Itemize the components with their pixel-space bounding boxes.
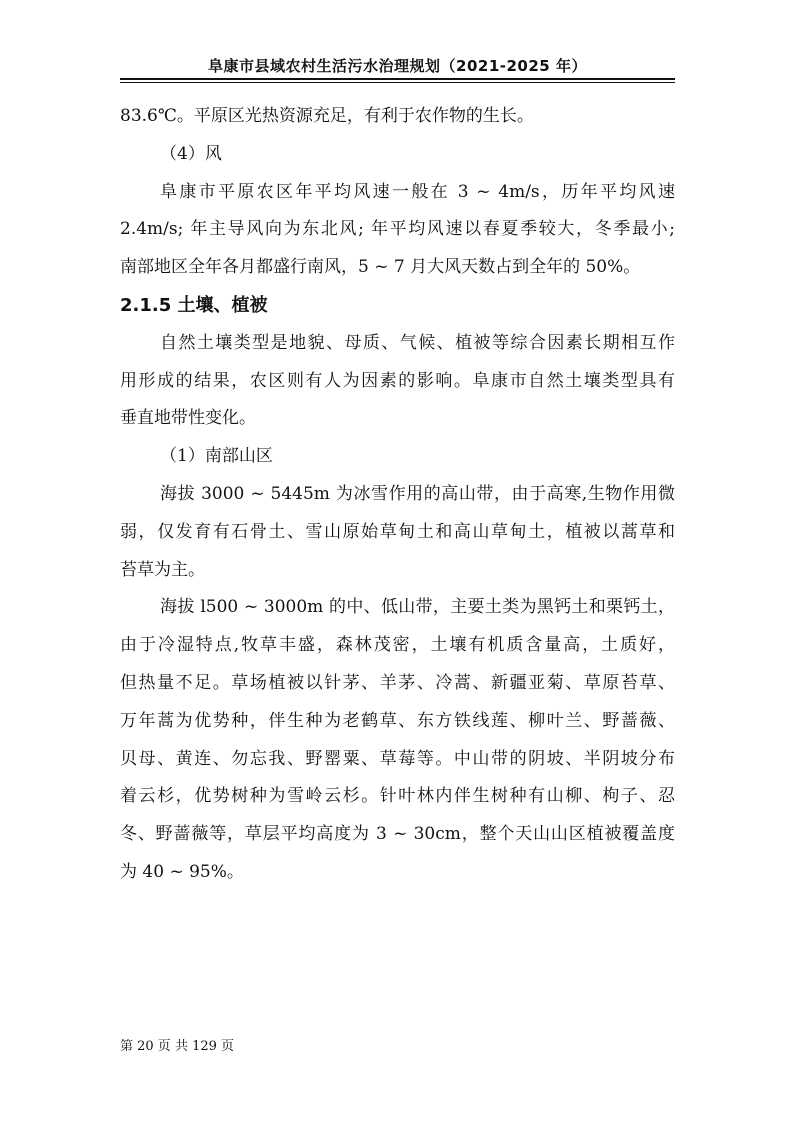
paragraph-alpine-belt-line: 苔草为主。 <box>120 559 205 580</box>
header-rule-thick <box>120 78 675 80</box>
section-heading-soil-vegetation: 2.1.5 土壤、植被 <box>120 294 268 316</box>
paragraph-mid-low-mountain-line: 由于冷湿特点,牧草丰盛，森林茂密，土壤有机质含量高，土质好， <box>120 635 675 656</box>
paragraph-wind-line: 2.4m/s; 年主导风向为东北风; 年平均风速以春夏季较大，冬季最小; <box>120 219 675 240</box>
paragraph-alpine-belt-line: 弱，仅发育有石骨土、雪山原始草甸土和高山草甸土，植被以蒿草和 <box>120 521 675 542</box>
paragraph-wind-line: 南部地区全年各月都盛行南风，5 ~ 7 月大风天数占到全年的 50%。 <box>120 257 641 278</box>
page-number-footer: 第 20 页 共 129 页 <box>120 1039 235 1054</box>
paragraph-soil-intro-line: 垂直地带性变化。 <box>120 408 256 429</box>
paragraph-soil-intro-line: 自然土壤类型是地貌、母质、气候、植被等综合因素长期相互作 <box>160 332 675 353</box>
paragraph-soil-intro-line: 用形成的结果，农区则有人为因素的影响。阜康市自然土壤类型具有 <box>120 370 675 391</box>
paragraph-mid-low-mountain-line: 但热量不足。草场植被以针茅、羊茅、冷蒿、新疆亚菊、草原苔草、 <box>120 672 675 693</box>
paragraph-mid-low-mountain-line: 冬、野蔷薇等，草层平均高度为 3 ~ 30cm，整个天山山区植被覆盖度 <box>120 824 675 845</box>
paragraph-mid-low-mountain-line: 海拔 l500 ~ 3000m 的中、低山带，主要土类为黑钙土和栗钙土， <box>160 597 675 618</box>
paragraph-mid-low-mountain-line: 为 40 ~ 95%。 <box>120 861 244 882</box>
paragraph-temperature-end: 83.6℃。平原区光热资源充足，有利于农作物的生长。 <box>120 106 534 126</box>
paragraph-alpine-belt-line: 海拔 3000 ~ 5445m 为冰雪作用的高山带，由于高寒,生物作用微 <box>160 483 675 504</box>
header-rule-thin <box>120 82 675 83</box>
paragraph-wind-line: 阜康市平原农区年平均风速一般在 3 ~ 4m/s，历年平均风速 <box>160 181 675 202</box>
page-header-title: 阜康市县域农村生活污水治理规划（2021-2025 年） <box>208 57 587 75</box>
paragraph-mid-low-mountain-line: 万年蒿为优势种，伴生种为老鹤草、东方铁线莲、柳叶兰、野蔷薇、 <box>120 710 675 731</box>
paragraph-mid-low-mountain-line: 着云杉，优势树种为雪岭云杉。针叶林内伴生树种有山柳、枸子、忍 <box>120 786 675 807</box>
subheading-wind: （4）风 <box>160 143 222 164</box>
paragraph-mid-low-mountain-line: 贝母、黄连、勿忘我、野罂粟、草莓等。中山带的阴坡、半阴坡分布 <box>120 748 675 769</box>
subheading-southern-mountains: （1）南部山区 <box>160 446 273 467</box>
document-body <box>120 98 675 892</box>
